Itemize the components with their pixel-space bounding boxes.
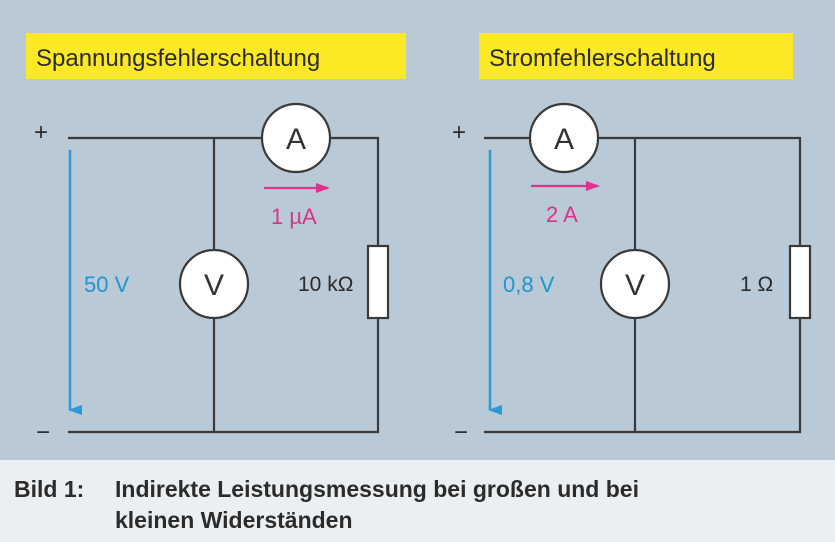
right-resistor bbox=[790, 246, 810, 318]
left-ammeter-label: A bbox=[285, 123, 307, 156]
right-voltmeter-label: V bbox=[624, 269, 646, 302]
right-top-wire-b bbox=[598, 138, 800, 246]
left-plus-terminal: + bbox=[34, 119, 49, 146]
left-bottom-wire bbox=[68, 318, 378, 432]
right-current-label: 2 A bbox=[546, 202, 578, 227]
left-voltmeter-label: V bbox=[203, 269, 225, 302]
caption-line-2: kleinen Widerständen bbox=[115, 507, 353, 533]
right-voltage-label: 0,8 V bbox=[503, 272, 555, 297]
caption-line-1: Indirekte Leistungsmessung bei großen und bei bbox=[115, 476, 639, 502]
right-resistor-label: 1 Ω bbox=[740, 273, 774, 296]
left-resistor bbox=[368, 246, 388, 318]
left-top-wire-b bbox=[330, 138, 378, 246]
left-minus-terminal: − bbox=[36, 419, 51, 446]
left-resistor-label: 10 kΩ bbox=[298, 273, 354, 296]
left-current-label: 1 µA bbox=[271, 204, 317, 229]
caption-label: Bild 1: bbox=[14, 476, 85, 502]
right-minus-terminal: − bbox=[454, 419, 469, 446]
left-title: Spannungsfehlerschaltung bbox=[36, 45, 321, 72]
right-plus-terminal: + bbox=[452, 119, 467, 146]
left-circuit bbox=[26, 33, 406, 446]
right-ammeter-label: A bbox=[553, 123, 575, 156]
left-voltage-label: 50 V bbox=[84, 272, 130, 297]
right-bottom-wire bbox=[484, 318, 800, 432]
right-circuit bbox=[452, 33, 810, 446]
right-title: Stromfehlerschaltung bbox=[489, 45, 716, 72]
